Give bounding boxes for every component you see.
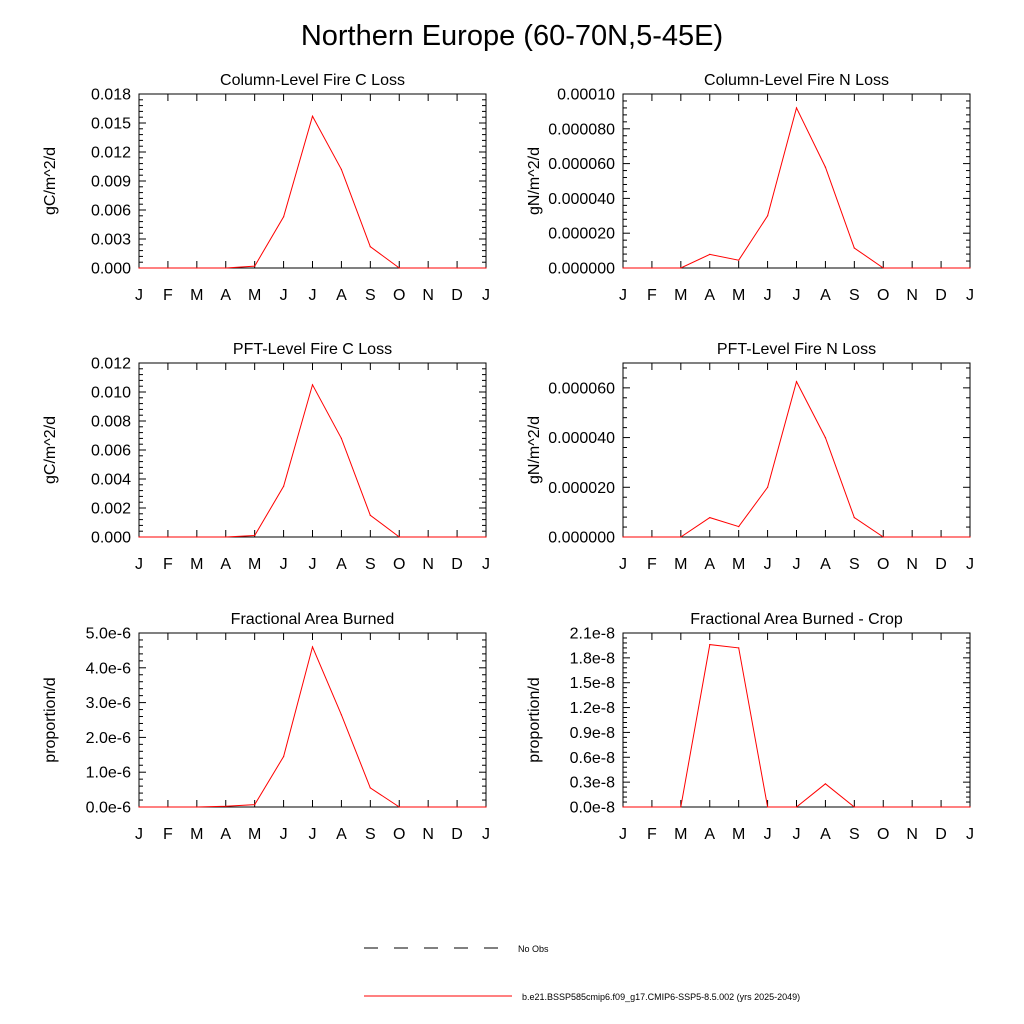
x-tick-label: M bbox=[248, 287, 262, 304]
y-tick-label: 0.010 bbox=[90, 384, 131, 402]
x-tick-label: D bbox=[451, 287, 463, 304]
data-point bbox=[767, 806, 768, 807]
legend-model-label: b.e21.BSSP585cmip6.f09_g17.CMIP6-SSP5-8.5.002 (yrs 2025-2049) bbox=[522, 992, 801, 1002]
x-tick-label: N bbox=[906, 556, 918, 573]
data-point bbox=[651, 806, 652, 807]
x-tick-label: F bbox=[163, 287, 173, 304]
y-tick-label: 0.00010 bbox=[557, 86, 615, 104]
x-tick-label: J bbox=[763, 556, 772, 573]
x-tick-label: J bbox=[279, 556, 288, 573]
y-tick-label: 0.6e-8 bbox=[569, 749, 615, 767]
y-axis-label: gC/m^2/d bbox=[42, 416, 59, 484]
y-tick-label: 0.000060 bbox=[548, 156, 615, 174]
data-point bbox=[457, 536, 458, 537]
x-tick-label: D bbox=[935, 826, 947, 843]
y-tick-label: 4.0e-6 bbox=[85, 660, 131, 678]
data-point bbox=[969, 806, 970, 807]
x-tick-label: M bbox=[248, 556, 262, 573]
chart-panel-6 bbox=[526, 611, 974, 843]
data-point bbox=[854, 247, 855, 248]
data-point bbox=[428, 806, 429, 807]
y-tick-label: 0.012 bbox=[90, 355, 131, 373]
chart-panel-1 bbox=[42, 72, 490, 304]
data-point bbox=[457, 806, 458, 807]
data-point bbox=[167, 806, 168, 807]
y-tick-label: 0.000040 bbox=[548, 430, 615, 448]
series-line bbox=[623, 645, 970, 807]
data-point bbox=[138, 806, 139, 807]
x-tick-label: J bbox=[763, 826, 772, 843]
data-point bbox=[312, 116, 313, 117]
data-point bbox=[138, 536, 139, 537]
data-point bbox=[225, 536, 226, 537]
data-point bbox=[370, 787, 371, 788]
y-tick-label: 0.0e-8 bbox=[569, 799, 615, 817]
y-tick-label: 0.006 bbox=[90, 442, 131, 460]
x-tick-label: A bbox=[704, 826, 716, 843]
data-point bbox=[969, 536, 970, 537]
x-tick-label: O bbox=[877, 287, 890, 304]
data-point bbox=[399, 267, 400, 268]
x-tick-label: J bbox=[482, 556, 490, 573]
y-tick-label: 0.000 bbox=[90, 260, 131, 278]
x-tick-label: M bbox=[190, 556, 204, 573]
x-tick-label: O bbox=[393, 287, 406, 304]
data-point bbox=[370, 246, 371, 247]
x-tick-label: J bbox=[308, 287, 317, 304]
data-point bbox=[854, 517, 855, 518]
data-point bbox=[167, 267, 168, 268]
x-tick-label: M bbox=[248, 826, 262, 843]
panel-title: PFT-Level Fire N Loss bbox=[716, 341, 877, 358]
data-point bbox=[254, 804, 255, 805]
x-tick-label: J bbox=[279, 826, 288, 843]
data-point bbox=[825, 167, 826, 168]
y-tick-label: 1.2e-8 bbox=[569, 700, 615, 718]
x-tick-label: A bbox=[220, 556, 232, 573]
y-tick-label: 2.0e-6 bbox=[85, 729, 131, 747]
x-tick-label: M bbox=[674, 287, 688, 304]
data-point bbox=[825, 437, 826, 438]
data-point bbox=[796, 107, 797, 108]
data-point bbox=[941, 267, 942, 268]
data-point bbox=[428, 267, 429, 268]
data-point bbox=[709, 517, 710, 518]
y-tick-label: 1.5e-8 bbox=[569, 675, 615, 693]
y-tick-label: 1.0e-6 bbox=[85, 764, 131, 782]
x-tick-label: A bbox=[336, 826, 347, 843]
data-point bbox=[225, 806, 226, 807]
x-tick-label: D bbox=[451, 826, 463, 843]
x-tick-label: J bbox=[135, 826, 143, 843]
data-point bbox=[312, 384, 313, 385]
x-tick-label: A bbox=[820, 826, 831, 843]
x-tick-label: J bbox=[619, 287, 627, 304]
chart-panel-3 bbox=[42, 341, 490, 573]
y-tick-label: 0.000000 bbox=[548, 529, 615, 547]
y-tick-label: 0.0e-6 bbox=[85, 799, 131, 817]
plot-frame bbox=[623, 363, 970, 537]
x-tick-label: N bbox=[422, 556, 434, 573]
plot-frame bbox=[139, 94, 486, 268]
data-point bbox=[622, 536, 623, 537]
y-tick-label: 0.003 bbox=[90, 231, 131, 249]
y-tick-label: 3.0e-6 bbox=[85, 695, 131, 713]
data-point bbox=[709, 644, 710, 645]
x-tick-label: F bbox=[647, 826, 657, 843]
y-tick-label: 1.8e-8 bbox=[569, 650, 615, 668]
x-tick-label: J bbox=[308, 556, 317, 573]
x-tick-label: J bbox=[279, 287, 288, 304]
panel-title: Fractional Area Burned bbox=[230, 611, 395, 628]
legend-obs-label: No Obs bbox=[518, 944, 549, 954]
data-point bbox=[196, 806, 197, 807]
series-line bbox=[139, 116, 486, 268]
x-tick-label: J bbox=[966, 287, 974, 304]
data-point bbox=[767, 215, 768, 216]
data-point bbox=[457, 267, 458, 268]
series-line bbox=[623, 108, 970, 268]
y-tick-label: 0.3e-8 bbox=[569, 774, 615, 792]
x-tick-label: N bbox=[906, 287, 918, 304]
data-point bbox=[738, 260, 739, 261]
x-tick-label: O bbox=[393, 556, 406, 573]
data-point bbox=[796, 381, 797, 382]
x-tick-label: A bbox=[220, 287, 232, 304]
x-tick-label: J bbox=[792, 826, 801, 843]
panel-title: Column-Level Fire N Loss bbox=[704, 72, 889, 89]
y-tick-label: 0.000060 bbox=[548, 380, 615, 398]
x-tick-label: N bbox=[906, 826, 918, 843]
x-tick-label: M bbox=[732, 826, 746, 843]
series-line bbox=[623, 382, 970, 537]
x-tick-label: S bbox=[848, 287, 860, 304]
data-point bbox=[622, 806, 623, 807]
data-point bbox=[196, 536, 197, 537]
y-tick-label: 0.009 bbox=[90, 173, 131, 191]
data-point bbox=[651, 267, 652, 268]
x-tick-label: M bbox=[190, 826, 204, 843]
data-point bbox=[485, 536, 486, 537]
data-point bbox=[680, 806, 681, 807]
y-axis-label: gN/m^2/d bbox=[526, 147, 543, 215]
y-tick-label: 0.004 bbox=[90, 471, 131, 489]
data-point bbox=[883, 267, 884, 268]
y-tick-label: 0.000040 bbox=[548, 190, 615, 208]
legend bbox=[364, 944, 800, 1002]
data-point bbox=[370, 515, 371, 516]
data-point bbox=[883, 806, 884, 807]
plot-frame bbox=[139, 363, 486, 537]
x-tick-label: A bbox=[336, 287, 347, 304]
chart-panel-2 bbox=[526, 72, 974, 304]
x-tick-label: J bbox=[135, 556, 143, 573]
x-tick-label: J bbox=[619, 556, 627, 573]
panel-title: Column-Level Fire C Loss bbox=[220, 72, 405, 89]
plot-frame bbox=[623, 94, 970, 268]
data-point bbox=[738, 526, 739, 527]
series-line bbox=[139, 385, 486, 537]
data-point bbox=[651, 536, 652, 537]
data-point bbox=[912, 267, 913, 268]
x-tick-label: M bbox=[732, 556, 746, 573]
x-tick-label: A bbox=[336, 556, 347, 573]
y-tick-label: 0.015 bbox=[90, 115, 131, 133]
figure-title: Northern Europe (60-70N,5-45E) bbox=[300, 20, 724, 52]
data-point bbox=[283, 756, 284, 757]
x-tick-label: S bbox=[364, 287, 376, 304]
y-tick-label: 0.000000 bbox=[548, 260, 615, 278]
data-point bbox=[767, 487, 768, 488]
y-axis-label: proportion/d bbox=[42, 677, 59, 763]
data-point bbox=[825, 783, 826, 784]
x-tick-label: F bbox=[163, 826, 173, 843]
x-tick-label: D bbox=[935, 556, 947, 573]
data-point bbox=[341, 169, 342, 170]
plot-frame bbox=[623, 633, 970, 807]
x-tick-label: S bbox=[848, 826, 860, 843]
data-point bbox=[883, 536, 884, 537]
x-tick-label: D bbox=[451, 556, 463, 573]
x-tick-label: A bbox=[704, 556, 716, 573]
x-tick-label: A bbox=[820, 556, 831, 573]
chart-panel-5 bbox=[42, 611, 490, 843]
y-tick-label: 0.000 bbox=[90, 529, 131, 547]
x-tick-label: J bbox=[482, 287, 490, 304]
data-point bbox=[254, 266, 255, 267]
x-tick-label: M bbox=[674, 556, 688, 573]
plot-frame bbox=[139, 633, 486, 807]
x-tick-label: S bbox=[364, 556, 376, 573]
x-tick-label: J bbox=[135, 287, 143, 304]
x-tick-label: J bbox=[482, 826, 490, 843]
data-point bbox=[225, 267, 226, 268]
data-point bbox=[254, 535, 255, 536]
x-tick-label: O bbox=[877, 556, 890, 573]
x-tick-label: J bbox=[763, 287, 772, 304]
data-point bbox=[941, 806, 942, 807]
y-tick-label: 0.012 bbox=[90, 144, 131, 162]
x-tick-label: F bbox=[647, 287, 657, 304]
x-tick-label: J bbox=[966, 826, 974, 843]
data-point bbox=[485, 806, 486, 807]
chart-panel-4 bbox=[526, 341, 974, 573]
data-point bbox=[341, 438, 342, 439]
y-tick-label: 0.000020 bbox=[548, 225, 615, 243]
x-tick-label: N bbox=[422, 826, 434, 843]
y-tick-label: 2.1e-8 bbox=[569, 625, 615, 643]
y-axis-label: gC/m^2/d bbox=[42, 147, 59, 215]
x-tick-label: J bbox=[792, 556, 801, 573]
y-tick-label: 0.018 bbox=[90, 86, 131, 104]
series-line bbox=[139, 647, 486, 807]
y-axis-label: proportion/d bbox=[526, 677, 543, 763]
x-tick-label: A bbox=[704, 287, 716, 304]
data-point bbox=[399, 536, 400, 537]
panel-title: PFT-Level Fire C Loss bbox=[232, 341, 393, 358]
y-tick-label: 5.0e-6 bbox=[85, 625, 131, 643]
data-point bbox=[196, 267, 197, 268]
x-tick-label: O bbox=[393, 826, 406, 843]
data-point bbox=[399, 806, 400, 807]
data-point bbox=[912, 536, 913, 537]
x-tick-label: A bbox=[820, 287, 831, 304]
y-tick-label: 0.002 bbox=[90, 500, 131, 518]
data-point bbox=[167, 536, 168, 537]
x-tick-label: J bbox=[308, 826, 317, 843]
data-point bbox=[738, 647, 739, 648]
y-tick-label: 0.9e-8 bbox=[569, 724, 615, 742]
data-point bbox=[485, 267, 486, 268]
y-axis-label: gN/m^2/d bbox=[526, 416, 543, 484]
data-point bbox=[796, 806, 797, 807]
y-tick-label: 0.008 bbox=[90, 413, 131, 431]
data-point bbox=[709, 254, 710, 255]
data-point bbox=[283, 216, 284, 217]
y-tick-label: 0.000080 bbox=[548, 121, 615, 139]
x-tick-label: F bbox=[163, 556, 173, 573]
data-point bbox=[622, 267, 623, 268]
data-point bbox=[341, 714, 342, 715]
x-tick-label: J bbox=[966, 556, 974, 573]
x-tick-label: S bbox=[848, 556, 860, 573]
x-tick-label: M bbox=[732, 287, 746, 304]
data-point bbox=[138, 267, 139, 268]
data-point bbox=[680, 536, 681, 537]
x-tick-label: F bbox=[647, 556, 657, 573]
data-point bbox=[941, 536, 942, 537]
panel-title: Fractional Area Burned - Crop bbox=[690, 611, 903, 628]
x-tick-label: O bbox=[877, 826, 890, 843]
y-tick-label: 0.000020 bbox=[548, 479, 615, 497]
y-tick-label: 0.006 bbox=[90, 202, 131, 220]
data-point bbox=[912, 806, 913, 807]
x-tick-label: M bbox=[190, 287, 204, 304]
x-tick-label: D bbox=[935, 287, 947, 304]
x-tick-label: N bbox=[422, 287, 434, 304]
x-tick-label: M bbox=[674, 826, 688, 843]
data-point bbox=[680, 267, 681, 268]
x-tick-label: A bbox=[220, 826, 232, 843]
x-tick-label: J bbox=[619, 826, 627, 843]
data-point bbox=[969, 267, 970, 268]
data-point bbox=[428, 536, 429, 537]
data-point bbox=[312, 646, 313, 647]
data-point bbox=[854, 806, 855, 807]
x-tick-label: S bbox=[364, 826, 376, 843]
data-point bbox=[283, 486, 284, 487]
x-tick-label: J bbox=[792, 287, 801, 304]
